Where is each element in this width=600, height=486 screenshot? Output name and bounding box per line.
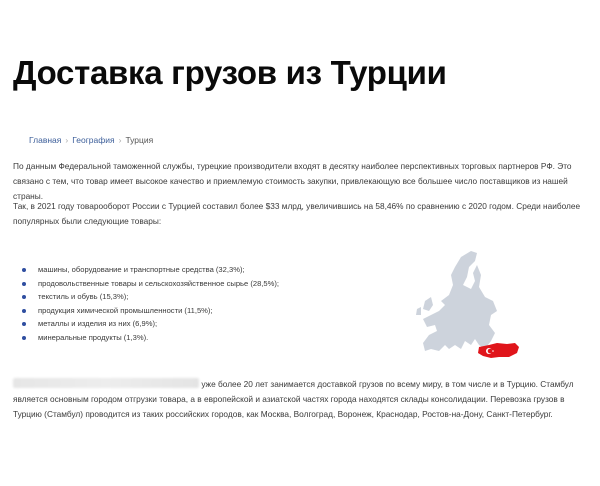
breadcrumb-separator-icon: › — [65, 135, 69, 145]
intro-paragraph: По данным Федеральной таможенной службы, турецкие производители входят в десятку наиболее перспективных торговых партнеров РФ. Это связано с тем, что товар имеет высокое качество и приемлемую стоимость закупки, привлекающую все большее число поставщиков из нашей страны. — [13, 161, 572, 201]
goods-list — [22, 263, 279, 345]
list-item: продовольственные товары и сельскохозяйственное сырье (28,5%); — [22, 277, 279, 291]
breadcrumb-home-link[interactable]: Главная — [29, 135, 62, 145]
list-item: текстиль и обувь (15,3%); — [22, 290, 279, 304]
bullet-icon — [22, 322, 26, 326]
page-title: Доставка грузов из Турции — [13, 54, 447, 91]
bullet-icon — [22, 336, 26, 340]
europe-map-icon — [416, 251, 497, 351]
bullet-icon — [22, 309, 26, 313]
bullet-icon — [22, 295, 26, 299]
breadcrumb-separator-icon: › — [118, 135, 122, 145]
breadcrumb — [29, 135, 153, 145]
bullet-icon — [22, 268, 26, 272]
company-paragraph: уже более 20 лет занимается доставкой грузов по всему миру, в том числе и в Турцию. Стамбул является основным городом отгрузки товара, а в европейской и азиатской частях города находятся склады консолидации. Перевозка грузов в Турцию (Стамбул) проводится из таких российских городов, как Москва, Волгоград, Воронеж, Краснодар, Ростов-на-Дону, Санкт-Петербург. — [13, 379, 574, 419]
breadcrumb-current: Турция — [125, 135, 154, 145]
trade-paragraph: Так, в 2021 году товарооборот России с Турцией составил более $33 млрд, увеличившись на 58,46% по сравнению с 2020 годом. Среди наиболее популярных были следующие товары: — [13, 201, 581, 226]
list-item: металлы и изделия из них (6,9%); — [22, 317, 279, 331]
bullet-icon — [22, 282, 26, 286]
redacted-company-name — [13, 378, 199, 388]
list-item: минеральные продукты (1,3%). — [22, 331, 279, 345]
list-item: машины, оборудование и транспортные средства (32,3%); — [22, 263, 279, 277]
breadcrumb-geography-link[interactable]: География — [72, 135, 115, 145]
europe-map-turkey-highlight — [405, 245, 530, 365]
list-item: продукция химической промышленности (11,5%); — [22, 304, 279, 318]
